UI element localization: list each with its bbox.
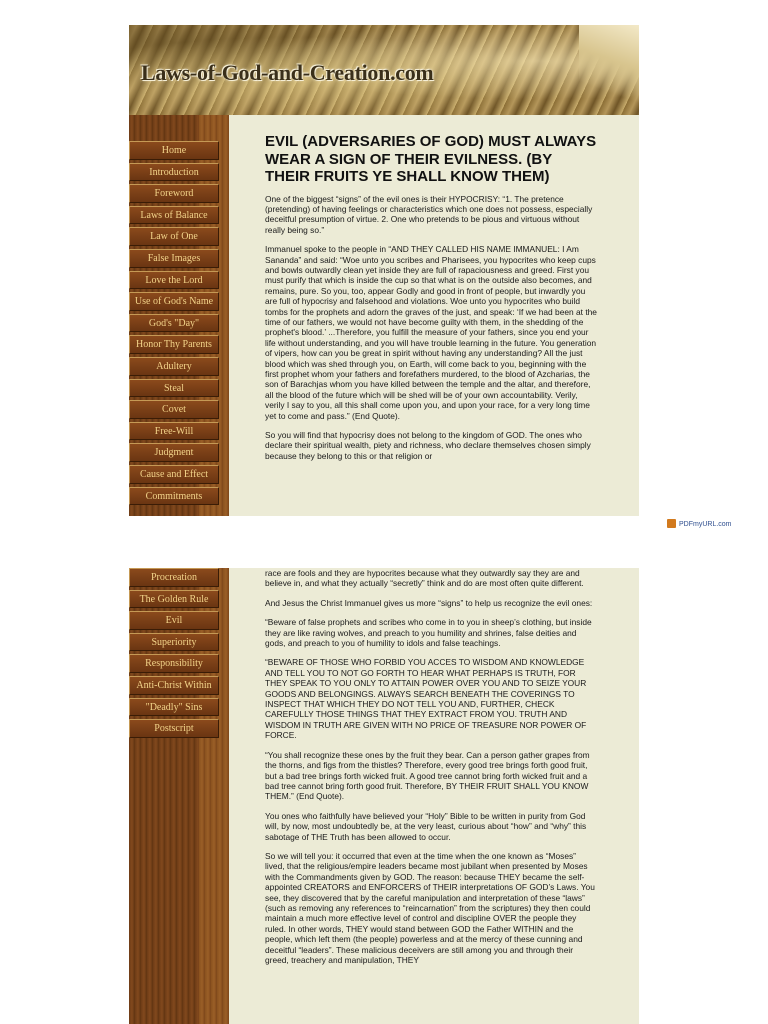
nav-false-images[interactable]: False Images	[129, 249, 219, 268]
paragraph: “You shall recognize these ones by the fruit they bear. Can a person gather grapes from the thorns, and figs from the thistles? Therefore, every good tree brings forth good fruit, but a bad tree brings forth wicked fruit. A good tree cannot bring forth wicked fruit and a bad tree cannot bring forth good fruit. Therefore, BY THEIR FRUIT SHALL YOU KNOW THEM.” (End Quote).	[265, 749, 590, 802]
paragraph: You ones who faithfully have believed your “Holy” Bible to be written in purity from God will, by now, most undoubtedly be, at the very least, curious about “how” and “why” this sabotage of THE Truth has been allowed to occur.	[265, 810, 587, 842]
pdf-badge-label: PDFmyURL.com	[679, 521, 732, 528]
pdf-page-1	[129, 25, 639, 516]
paragraph: And Jesus the Christ Immanuel gives us more “signs” to help us recognize the evil ones:	[265, 597, 593, 608]
pdf-icon	[667, 519, 676, 528]
sidebar-nav	[129, 568, 221, 741]
nav-responsibility[interactable]: Responsibility	[129, 654, 219, 673]
paragraph: race are fools and they are hypocrites because what they outwardly say they are and believe in, and what they actually “secretly” think and do are most often quite different.	[265, 568, 584, 589]
pdfmyurl-badge[interactable]	[667, 519, 732, 528]
article-body	[265, 133, 597, 470]
sidebar-gap	[229, 568, 251, 1024]
nav-procreation[interactable]: Procreation	[129, 568, 219, 587]
paragraph: One of the biggest “signs” of the evil ones is their HYPOCRISY: “1. The pretence (pretending) of having feelings or characteristics which one does not possess, especially deceitful presumption of virtue. 2. One who pretends to be pious and virtuous without really being so.”	[265, 193, 593, 235]
nav-deadly-sins[interactable]: "Deadly" Sins	[129, 698, 219, 717]
nav-honor-thy-parents[interactable]: Honor Thy Parents	[129, 335, 219, 354]
nav-covet[interactable]: Covet	[129, 400, 219, 419]
nav-laws-of-balance[interactable]: Laws of Balance	[129, 206, 219, 225]
nav-free-will[interactable]: Free-Will	[129, 422, 219, 441]
nav-gods-day[interactable]: God's "Day"	[129, 314, 219, 333]
article-body-continued	[265, 568, 597, 974]
nav-law-of-one[interactable]: Law of One	[129, 227, 219, 246]
banner-page-curl	[579, 25, 639, 115]
nav-evil[interactable]: Evil	[129, 611, 219, 630]
site-banner	[129, 25, 639, 115]
nav-judgment[interactable]: Judgment	[129, 443, 219, 462]
paragraph: “BEWARE OF THOSE WHO FORBID YOU ACCES TO WISDOM AND KNOWLEDGE AND TELL YOU TO NOT GO FORTH TO HEAR WHAT PERHAPS IS TRUTH, FOR THEY SPEAK TO YOU ONLY TO ATTAIN POWER OVER YOU AND TO SEIZE YOUR GOODS AND BELONGINGS. ALWAYS SEARCH BENEATH THE COVERINGS TO INSPECT THAT WHICH THEY DO NOT TELL YOU AND, FURTHER, CHECK CAREFULLY THOSE THINGS THAT THEY EXTRACT FROM YOU. TRUTH AND WISDOM IN TRUTH ARE GIVEN WITH NO PRICE OF TREASURE NOR POWER OF FORCE.	[265, 657, 587, 741]
nav-love-the-lord[interactable]: Love the Lord	[129, 271, 219, 290]
nav-commitments[interactable]: Commitments	[129, 487, 219, 506]
pdf-page-2	[129, 568, 639, 1024]
nav-anti-christ-within[interactable]: Anti-Christ Within	[129, 676, 219, 695]
nav-postscript[interactable]: Postscript	[129, 719, 219, 738]
nav-adultery[interactable]: Adultery	[129, 357, 219, 376]
paragraph: So you will find that hypocrisy does not belong to the kingdom of GOD. The ones who declare their spiritual wealth, piety and richness, who declare themselves chosen simply because they belong to this or that religion or	[265, 430, 591, 461]
nav-use-of-gods-name[interactable]: Use of God's Name	[129, 292, 219, 311]
paragraph: So we will tell you: it occurred that even at the time when the one known as “Moses” lived, that the religious/empire leaders became most jubilant when presented by Moses with the Commandments given by GOD. The reason: because THEY became the self-appointed CREATORS and ENFORCERS of THEIR interpretations OF GOD’s Laws. You see, they discovered that by the careful manipulation and interpretation of these “laws” (such as removing any references to “reincarnation” from the scriptures) they then could maintain a much more effective level of control and discipline OVER the people they ruled. In other words, THEY would stand between GOD the Father WITHIN and the people, which left them (the people) powerless and at the mercy of these cunning and deceitful “leaders”. These malicious deceivers are still among you and through their greed, treachery and manipulation, THEY	[265, 850, 595, 965]
nav-cause-and-effect[interactable]: Cause and Effect	[129, 465, 219, 484]
nav-home[interactable]: Home	[129, 141, 219, 160]
paragraph: “Beware of false prophets and scribes who come in to you in sheep’s clothing, but inside they are like raving wolves, and preach to you humility and shrines, false deities and gods, and preach to you of humility to idols and false teachings.	[265, 617, 592, 649]
sidebar-nav	[129, 141, 221, 508]
nav-steal[interactable]: Steal	[129, 379, 219, 398]
article-heading: EVIL (ADVERSARIES OF GOD) MUST ALWAYS WEAR A SIGN OF THEIR EVILNESS. (BY THEIR FRUITS YE SHALL KNOW THEM)	[265, 133, 597, 185]
site-title[interactable]: Laws-of-God-and-Creation.com	[141, 60, 434, 85]
sidebar-gap	[229, 115, 251, 516]
nav-foreword[interactable]: Foreword	[129, 184, 219, 203]
paragraph: Immanuel spoke to the people in “AND THEY CALLED HIS NAME IMMANUEL: I Am Sananda” and said: “Woe unto you scribes and Pharisees, you hypocrites who keep cups and bowls outwardly clean yet inside they are full of rapaciousness and greed. First you must purify that which is inside the cup so that what is on the outside also becomes, and remains, pure. So you, too, appear Godly and good in front of people, but inwardly you are full of hypocrisy and falsehood and violations. Woe unto you hypocrites who build tombs for the prophets and adorn the graves of the just, and speak: ‘If we had been at the time of our fathers, we would not have become guilty with them, in the shedding of the prophet's blood.’ ...Therefore, you fulfill the measure of your fathers, since you end your life without understanding, and you will have trouble learning in the future. You generation of vipers, how can you be great in spirit without having any understanding? All the just blood which was shed through you, on Earth, will come back to you, beginning with the first prophet whom your fathers and forefathers murdered, to the blood of Azcharias, the son of Barachjas whom you have killed between the temple and the altar, and therefore, all the blood of the future which will be shed will be of your own accountability. Verily, verily I say to you, all this shall come upon you, and upon your race, for a very long time yet to come and pass.” (End Quote).	[265, 244, 597, 421]
nav-the-golden-rule[interactable]: The Golden Rule	[129, 590, 219, 609]
nav-superiority[interactable]: Superiority	[129, 633, 219, 652]
nav-introduction[interactable]: Introduction	[129, 163, 219, 182]
